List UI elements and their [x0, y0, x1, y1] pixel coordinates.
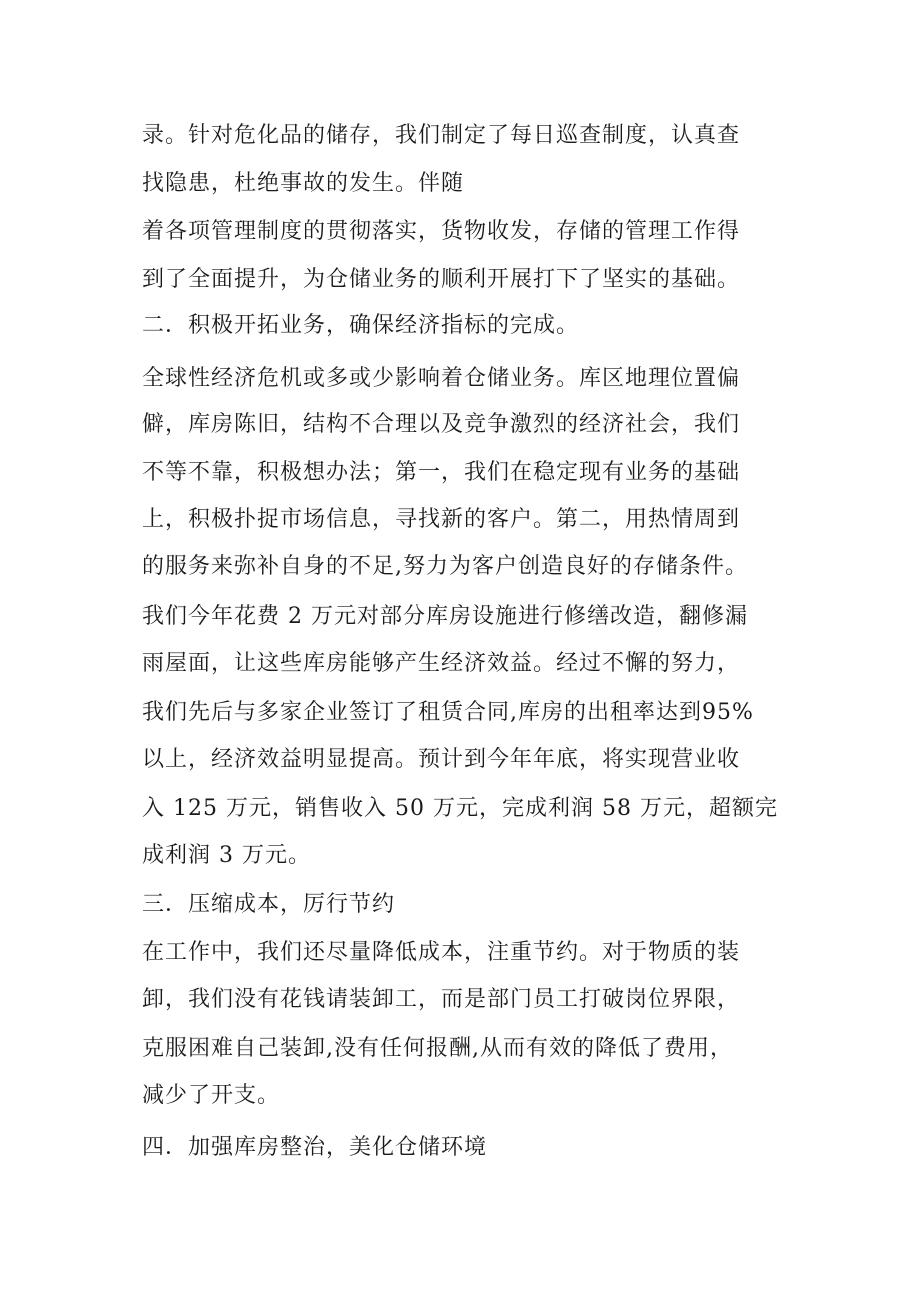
text-line: 到了全面提升，为仓储业务的顺利开展打下了坚实的基础。	[142, 267, 741, 292]
text-line: 找隐患，杜绝事故的发生。伴随	[142, 171, 465, 196]
text-line: 以上，经济效益明显提高。预计到今年年底，将实现营业收	[142, 747, 741, 772]
section-heading: 二．积极开拓业务，确保经济指标的完成。	[142, 313, 580, 338]
text-line: 录。针对危化品的储存，我们制定了每日巡查制度，认真查	[142, 123, 741, 148]
text-line: 着各项管理制度的贯彻落实，货物收发，存储的管理工作得	[142, 219, 741, 244]
text-line: 成利润 3 万元。	[142, 843, 311, 868]
section-heading: 四．加强库房整治，美化仓储环境	[142, 1135, 488, 1160]
text-line: 全球性经济危机或多或少影响着仓储业务。库区地理位置偏	[142, 366, 741, 391]
text-line: 的服务来弥补自身的不足,努力为客户创造良好的存储条件。	[142, 554, 748, 579]
text-line: 入 125 万元，销售收入 50 万元，完成利润 58 万元，超额完	[142, 796, 778, 821]
text-line: 僻，库房陈旧，结构不合理以及竞争激烈的经济社会，我们	[142, 412, 741, 437]
text-line: 上，积极扑捉市场信息，寻找新的客户。第二，用热情周到	[142, 507, 741, 532]
text-line: 我们今年花费 2 万元对部分库房设施进行修缮改造，翻修漏	[142, 604, 748, 629]
text-line: 雨屋面，让这些库房能够产生经济效益。经过不懈的努力，	[142, 651, 741, 676]
text-line: 不等不靠，积极想办法；第一，我们在稳定现有业务的基础	[142, 460, 741, 485]
text-line: 减少了开支。	[142, 1083, 281, 1108]
text-line: 在工作中，我们还尽量降低成本，注重节约。对于物质的装	[142, 940, 741, 965]
text-line: 卸，我们没有花钱请装卸工，而是部门员工打破岗位界限，	[142, 987, 741, 1012]
text-line: 克服困难自己装卸,没有任何报酬,从而有效的降低了费用，	[142, 1036, 733, 1061]
text-line: 我们先后与多家企业签订了租赁合同,库房的出租率达到95%	[142, 700, 754, 725]
section-heading: 三．压缩成本，厉行节约	[142, 892, 396, 917]
